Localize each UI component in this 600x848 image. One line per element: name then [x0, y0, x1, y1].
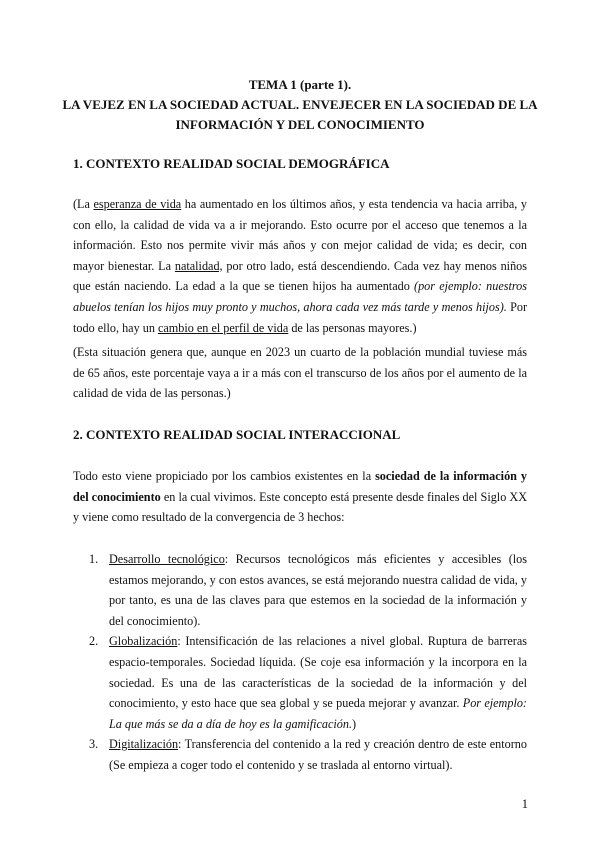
- doc-title-line2: LA VEJEZ EN LA SOCIEDAD ACTUAL. ENVEJECER EN LA SOCIEDAD DE LA: [62, 97, 538, 112]
- text-run: (La: [73, 197, 94, 211]
- section1-paragraph1: [73, 194, 527, 338]
- section1-paragraph2: (Esta situación genera que, aunque en 2023 un cuarto de la población mundial tuviese más de 65 años, este porcentaje vaya a ir a más con el transcurso de los años por el aumento de la calidad de vida de las personas.): [73, 345, 527, 401]
- term-digitalizacion: Digitalización: [109, 737, 179, 752]
- list-item-text: : Intensificación de las relaciones a nivel global. Ruptura de barreras espacio-temporales. Sociedad líquida. (Se coje esa información y la incorpora en la sociedad. Es una de las características de la sociedad de la información y del conocimiento, y esto hace que sea global y se pueda mejorar y avanzar.: [109, 634, 527, 711]
- example-text: (por ejemplo: nuestros abuelos tenían los hijos muy pronto y muchos, ahora cada vez más tarde y menos hijos).: [73, 279, 527, 314]
- list-item-text: ): [352, 716, 357, 731]
- list-item: [73, 549, 527, 631]
- example-text: Por ejemplo: La que más se da a día de hoy es la gamificación.: [109, 696, 527, 731]
- list-item-text: : Recursos tecnológicos más eficientes y accesibles (los estamos mejorando, y con estos avances, se está mejorando nuestra calidad de vida, y por tanto, es una de las claves para que estemos en la sociedad de la información y del conocimiento).: [109, 552, 528, 628]
- list-number: 2.: [89, 634, 99, 649]
- term-desarrollo-tecnologico: Desarrollo tecnológico: [109, 552, 225, 566]
- list-number: 3.: [89, 737, 99, 752]
- list-number: 1.: [89, 552, 99, 566]
- doc-title-line1: TEMA 1 (parte 1).: [248, 77, 352, 92]
- text-run: Por todo ello, hay un: [73, 299, 527, 335]
- section2-heading: 2. CONTEXTO REALIDAD SOCIAL INTERACCIONAL: [73, 427, 401, 442]
- list-item: [73, 631, 527, 734]
- text-run: por otro lado, está descendiendo. Cada vez hay menos niños que están naciendo. La edad a la que se tienen hijos ha aumentado: [73, 258, 527, 294]
- text-run: en la cual vivimos. Este concepto está presente desde finales del Siglo XX y viene como resultado de la convergencia de 3 hechos:: [73, 489, 527, 525]
- list-item-text: : Transferencia del contenido a la red y creación dentro de este entorno (Se empieza a coger todo el contenido y se traslada al entorno virtual).: [109, 737, 527, 772]
- list-item: [73, 734, 527, 775]
- term-natalidad: natalidad,: [174, 258, 223, 273]
- section2-intro: [73, 466, 527, 528]
- term-globalizacion: Globalización: [109, 634, 178, 649]
- term-sociedad-informacion: sociedad de la información y del conocimiento: [73, 469, 527, 504]
- page-number: 1: [521, 797, 528, 811]
- doc-title-line3: INFORMACIÓN Y DEL CONOCIMIENTO: [175, 117, 425, 132]
- term-esperanza-de-vida: esperanza de vida: [93, 197, 182, 211]
- text-run: de las personas mayores.): [288, 320, 417, 335]
- text-run: ha aumentado en los últimos años, y esta tendencia va hacia arriba, y con ello, la calidad de vida va a ir mejorando. Esto ocurre por el acceso que tenemos a la información. Esto nos permite vivir más años y con mejor calidad de vida; es decir, con mayor bienestar. La: [73, 197, 527, 273]
- section1-heading: 1. CONTEXTO REALIDAD SOCIAL DEMOGRÁFICA: [73, 156, 390, 171]
- term-cambio-perfil-vida: cambio en el perfil de vida: [157, 320, 289, 335]
- text-run: Todo esto viene propiciado por los cambios existentes en la: [73, 469, 376, 483]
- facts-list: [73, 549, 527, 776]
